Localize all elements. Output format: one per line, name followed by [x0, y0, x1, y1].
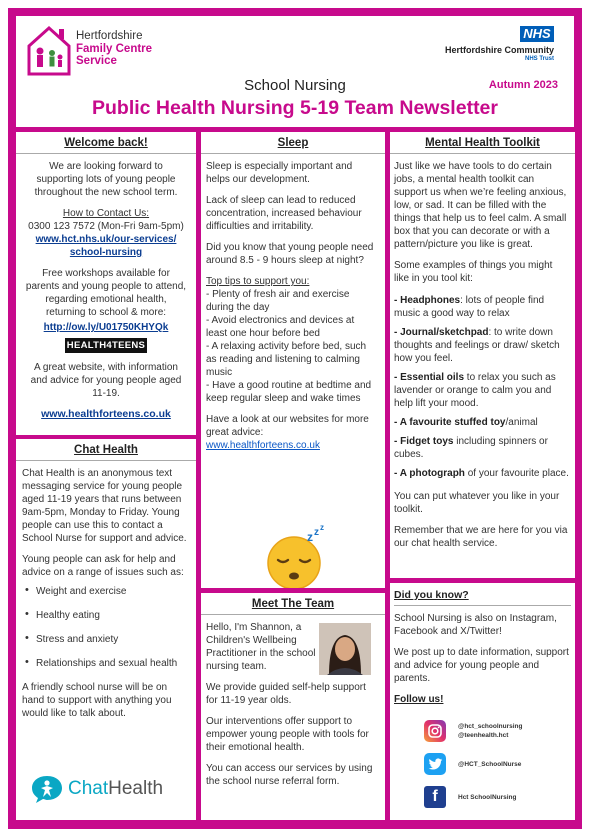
meet-p1: Hello, I'm Shannon, a Children's Wellbeing Practitioner in the school nursing team. [206, 622, 316, 672]
mental-p4: Remember that we are here for you via our chat health service. [394, 525, 568, 549]
meet-p3: Our interventions offer support to empower young people with tools for their emotional health. [206, 716, 369, 753]
toolkit-item-name: - Essential oils [394, 372, 465, 383]
instagram-row[interactable] [424, 720, 522, 742]
contact-phone: 0300 123 7572 (Mon-Fri 9am-5pm) [28, 221, 184, 232]
zzz-letter: z [314, 527, 319, 538]
sleep-p2: Lack of sleep can lead to reduced concentration, increased behaviour difficulties and irritability. [206, 195, 362, 232]
toolkit-item [394, 326, 569, 365]
twitter-icon[interactable] [424, 753, 446, 775]
toolkit-item [394, 416, 569, 429]
didyou-p2: We post up to date information, support and advice for young people and parents. [394, 647, 569, 684]
did-you-know-section [390, 583, 575, 820]
mental-title: Mental Health Toolkit [425, 137, 540, 149]
chat-health-section [16, 439, 196, 820]
mental-p2: Some examples of things you might like in you tool kit: [394, 260, 553, 284]
welcome-title: Welcome back! [64, 137, 148, 149]
divider [201, 614, 385, 615]
sleep-section [201, 132, 385, 588]
tip-item: - Avoid electronics and devices at least one hour before bed [206, 315, 355, 339]
chathealth-logo [30, 774, 163, 804]
facebook-handle[interactable]: Hct SchoolNursing [458, 793, 517, 801]
meet-title: Meet The Team [251, 598, 335, 610]
instagram-handle-1[interactable]: @hct_schoolnursing [458, 723, 523, 730]
healthforteens-link[interactable]: www.healthforteens.co.uk [41, 408, 171, 420]
term-label: Autumn 2023 [488, 79, 558, 91]
chat-closing: A friendly school nurse will be on hand to support with anything you would like to talk about. [22, 682, 172, 719]
meet-the-team-section [201, 593, 385, 820]
sleep-p3: Did you know that young people need around 8.5 - 9 hours sleep at night? [206, 242, 374, 266]
sleep-p1: Sleep is especially important and helps our development. [206, 161, 353, 185]
newsletter-header [16, 16, 574, 127]
workshops-text: Free workshops available for parents and young people to attend, regarding emotional health, returning to school & more: [25, 268, 187, 318]
list-item: • Healthy eating [22, 609, 187, 622]
hct-link[interactable]: www.hct.nhs.uk/our-services/ [35, 234, 177, 245]
org-name-line2: Family Centre [76, 42, 153, 55]
mental-p1: Just like we have tools to do certain jobs, a mental health toolkit can support us when we’re feeling anxious, low, or sad. It can be filled with the things that help us to feel calm. A small box that you can decorate or with a pattern/picture you like is great. [394, 161, 567, 250]
divider [201, 153, 385, 154]
toolkit-item-name: - A favourite stuffed toy [394, 417, 506, 428]
divider [16, 153, 196, 154]
chat-health-title: Chat Health [74, 444, 138, 456]
sleep-title: Sleep [277, 137, 309, 149]
page-title: Public Health Nursing 5-19 Team Newsletter [91, 97, 498, 119]
welcome-intro: We are looking forward to supporting lots of young people throughout the new school term. [34, 161, 178, 198]
h4t-description: A great website, with information and advice for young people aged 11-19. [30, 362, 182, 399]
list-item: • Stress and anxiety [22, 633, 187, 646]
toolkit-item-desc: of your favourite place. [464, 468, 569, 479]
chat-intro: Chat Health is an anonymous text messaging service for young people aged 11-19 years that runs between 9am-5pm, Monday to Friday. Young people can use this to contact a School Nurse for support and advice. [22, 468, 187, 544]
chat-issues: Young people can ask for help and advice on a range of issues such as: [22, 554, 184, 578]
hct-link-cont[interactable]: school-nursing [69, 247, 143, 258]
chathealth-word-chat: Chat [68, 778, 109, 799]
mental-p3: You can put whatever you like in your toolkit. [394, 491, 560, 515]
sleep-link[interactable]: www.healthforteens.co.uk [206, 440, 320, 451]
toolkit-item-desc: /animal [505, 417, 538, 428]
org-name-line3: Service [76, 55, 117, 67]
sleep-p4: Have a look at our websites for more great advice: [206, 414, 369, 438]
instagram-handle-2[interactable]: @teenhealth.hct [458, 732, 509, 739]
toolkit-item-name: - Journal/sketchpad [394, 327, 489, 338]
toolkit-item-name: - A photograph [394, 468, 465, 479]
nhs-trust-sub: NHS Trust [524, 56, 554, 62]
toolkit-item [394, 371, 569, 410]
didyou-p1: School Nursing is also on Instagram, Facebook and X/Twitter! [394, 613, 557, 637]
tip-item: - Plenty of fresh air and exercise during the day [206, 289, 350, 313]
shannon-photo [319, 623, 371, 675]
tip-item: - A relaxing activity before bed, such as reading and listening to calming music [206, 341, 367, 378]
toolkit-item [394, 435, 569, 461]
divider [394, 605, 571, 606]
meet-p4: You can access our services by using the school nurse referral form. [206, 763, 373, 787]
zzz-letter: z [307, 530, 313, 544]
tips-heading: Top tips to support you: [206, 276, 310, 287]
list-item: • Weight and exercise [22, 585, 187, 598]
meet-p2: We provide guided self-help support for 11-19 year olds. [206, 682, 366, 706]
toolkit-item [394, 467, 569, 480]
chat-bubble-icon [30, 774, 64, 804]
person-photo-icon [319, 623, 371, 675]
divider [390, 153, 575, 154]
topics-list [22, 585, 187, 670]
nhs-badge: NHS [520, 26, 554, 42]
workshops-link[interactable]: http://ow.ly/U01750KHYQk [43, 322, 169, 333]
chathealth-wordmark [68, 778, 163, 800]
twitter-row[interactable] [424, 753, 521, 775]
facebook-icon[interactable]: f [424, 786, 446, 808]
instagram-icon[interactable] [424, 720, 446, 742]
sleeping-face-icon [263, 525, 329, 588]
tip-item: - Have a good routine at bedtime and keep regular sleep and wake times [206, 380, 372, 404]
chathealth-word-health: Health [108, 778, 164, 799]
contact-heading: How to Contact Us: [62, 208, 150, 219]
health4teens-logo: HEALTH4TEENS [66, 340, 146, 351]
school-nursing-label: School Nursing [244, 77, 346, 94]
facebook-row[interactable] [424, 786, 517, 808]
toolkit-item-name: - Fidget toys [394, 436, 454, 447]
twitter-handle[interactable]: @HCT_SchoolNurse [458, 760, 522, 768]
toolkit-item [394, 294, 569, 320]
toolkit-item-desc: : lots of people find music a good way to relax [394, 295, 545, 319]
toolkit-item-desc: : to write down thoughts and feelings or draw/ sketch how you feel. [394, 327, 560, 364]
follow-us-label: Follow us! [394, 694, 444, 705]
nhs-trust-name: Hertfordshire Community [444, 45, 554, 55]
org-name-line1: Hertfordshire [76, 30, 143, 42]
family-centre-logo-icon [26, 24, 72, 76]
zzz-letter: z [320, 525, 324, 532]
divider [16, 460, 196, 461]
family-centre-logo-text [76, 30, 152, 68]
welcome-section [16, 132, 196, 435]
toolkit-item-desc: to relax you such as lavender or orange to calm you and help lift your mood. [394, 372, 556, 409]
mental-health-toolkit-section [390, 132, 575, 578]
didyou-title: Did you know? [394, 589, 469, 601]
list-item: • Relationships and sexual health [22, 657, 187, 670]
toolkit-item-name: - Headphones [394, 295, 461, 306]
toolkit-item-desc: including spinners or cubes. [394, 436, 548, 460]
